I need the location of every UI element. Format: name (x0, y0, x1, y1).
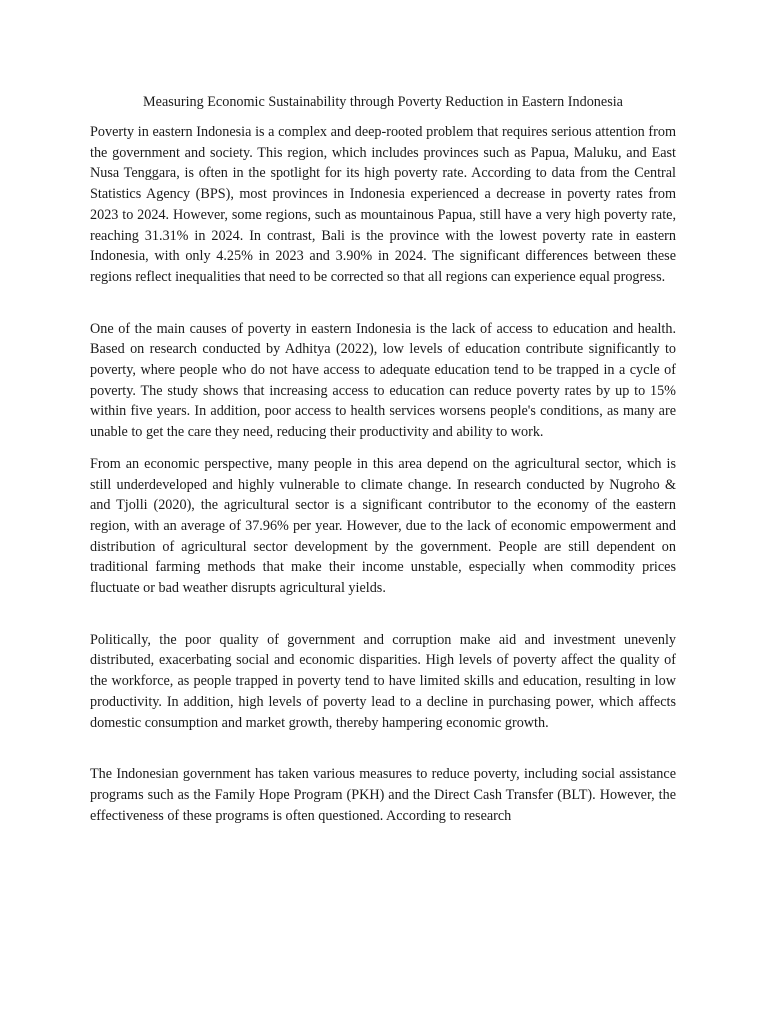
paragraph-intro: Poverty in eastern Indonesia is a complex and deep-rooted problem that requires serious attention from the government and society. This region, which includes provinces such as Papua, Maluku, and East Nusa Tenggara, is often in the spotlight for its high poverty rate. According to data from the Central Statistics Agency (BPS), most provinces in Indonesia experienced a decrease in poverty rates from 2023 to 2024. However, some regions, such as mountainous Papua, still have a very high poverty rate, reaching 31.31% in 2024. In contrast, Bali is the province with the lowest poverty rate in eastern Indonesia, with only 4.25% in 2023 and 3.90% in 2024. The significant differences between these regions reflect inequalities that need to be corrected so that all regions can experience equal progress. (90, 124, 676, 285)
paragraph-spacer (90, 599, 676, 630)
document-title: Measuring Economic Sustainability through Poverty Reduction in Eastern Indonesia (143, 94, 623, 110)
paragraph-political: Politically, the poor quality of government and corruption make aid and investment unevenly distributed, exacerbating social and economic disparities. High levels of poverty affect the quality of the workforce, as people trapped in poverty tend to have limited skills and education, resulting in low productivity. In addition, high levels of poverty lead to a decline in purchasing power, which affects domestic consumption and market growth, thereby hampering economic growth. (90, 631, 676, 731)
document-page (90, 92, 676, 826)
paragraph-spacer (90, 443, 676, 454)
paragraph-spacer (90, 288, 676, 319)
paragraph-economic-perspective: From an economic perspective, many people in this area depend on the agricultural sector, which is still underdeveloped and highly vulnerable to climate change. In research conducted by Nugroho & and Tjolli (2020), the agricultural sector is a significant contributor to the economy of the eastern region, with an average of 37.96% per year. However, due to the lack of economic empowerment and distribution of agricultural sector development by the government. People are still dependent on traditional farming methods that make their income unstable, especially when commodity prices fluctuate or bad weather disrupts agricultural yields. (90, 455, 676, 597)
paragraph-education-health: One of the main causes of poverty in eastern Indonesia is the lack of access to education and health. Based on research conducted by Adhitya (2022), low levels of education contribute significantly to poverty, where people who do not have access to adequate education tend to be trapped in a cycle of poverty. The study shows that increasing access to education can reduce poverty rates by up to 15% within five years. In addition, poor access to health services worsens people's conditions, as many are unable to get the care they need, reducing their productivity and ability to work. (90, 320, 676, 441)
paragraph-government-measures: The Indonesian government has taken various measures to reduce poverty, including social assistance programs such as the Family Hope Program (PKH) and the Direct Cash Transfer (BLT). However, the effectiveness of these programs is often questioned. According to research (90, 766, 676, 824)
paragraph-spacer (90, 733, 676, 764)
